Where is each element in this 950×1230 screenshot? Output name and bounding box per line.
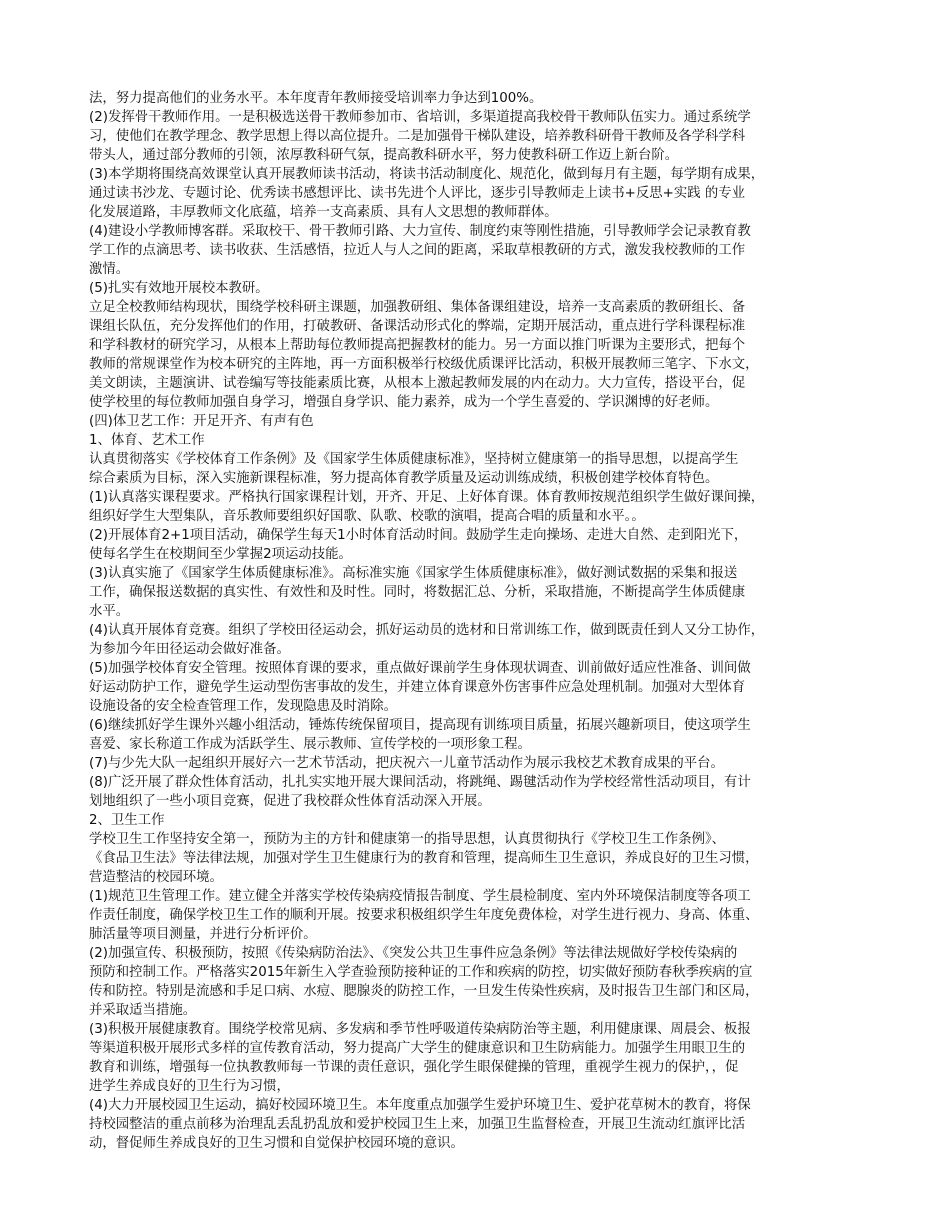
text-line: 习，使他们在教学理念、教学思想上得以高位提升。二是加强骨干梯队建设，培养教科研骨干教师及各学科学科 xyxy=(89,129,746,144)
text-line: 使每名学生在校期间至少掌握2项运动技能。 xyxy=(89,547,352,562)
text-line: 带头人，通过部分教师的引领，浓厚教科研气氛，提高教科研水平，努力使教科研工作迈上新台阶。 xyxy=(89,148,679,163)
text-line: 教师的常规课堂作为校本研究的主阵地，再一方面积极举行校级优质课评比活动，积极开展教师三笔字、下水文， xyxy=(89,357,759,372)
text-line: (4)建设小学教师博客群。采取校干、骨干教师引路、大力宣传、制度约束等刚性措施，引导教师学会记录教育教 xyxy=(89,224,751,239)
text-line: (5)扎实有效地开展校本教研。 xyxy=(89,281,269,296)
text-line: 课组长队伍，充分发挥他们的作用，打破教研、备课活动形式化的弊端，定期开展活动，重点进行学科课程标准 xyxy=(89,319,746,334)
text-line: (3)本学期将围绕高效课堂认真开展教师读书活动，将读书活动制度化、规范化，做到每月有主题，每学期有成果， xyxy=(89,167,765,182)
text-line: 认真贯彻落实《学校体育工作条例》及《国家学生体质健康标准》，坚持树立健康第一的指导思想，以提高学生 xyxy=(89,452,739,467)
text-line: 学校卫生工作坚持安全第一，预防为主的方针和健康第一的指导思想，认真贯彻执行《学校卫生工作条例》、 xyxy=(89,832,726,847)
text-line: 并采取适当措施。 xyxy=(89,1003,197,1018)
text-line: 预防和控制工作。严格落实2015年新生入学查验预防接种证的工作和疾病的防控，切实做好预防春秋季疾病的宣 xyxy=(89,965,753,980)
text-line: 和学科教材的研究学习，从根本上帮助每位教师提高把握教材的能力。另一方面以推门听课为主要形式，把每个 xyxy=(89,338,746,353)
text-line: (7)与少先大队一起组织开展好六一艺术节活动，把庆祝六一儿童节活动作为展示我校艺术教育成果的平台。 xyxy=(89,756,724,771)
text-line: 综合素质为目标，深入实施新课程标准，努力提高体育教学质量及运动训练成绩，积极创建学校体育特色。 xyxy=(89,471,719,486)
text-line: 动，督促师生养成良好的卫生习惯和自觉保护校园环境的意识。 xyxy=(89,1136,464,1151)
text-line: 进学生养成良好的卫生行为习惯， xyxy=(89,1079,290,1094)
text-line: (2)加强宣传、积极预防，按照《传染病防治法》、《突发公共卫生事件应急条例》等法律法规做好学校传染病的 xyxy=(89,946,738,961)
text-line: 立足全校教师结构现状，围绕学校科研主课题，加强教研组、集体备课组建设，培养一支高素质的教研组长、备 xyxy=(89,300,746,315)
text-line: 好运动防护工作，避免学生运动型伤害事故的发生，并建立体育课意外伤害事件应急处理机制。加强对大型体育 xyxy=(89,680,746,695)
text-line: 教育和训练，增强每一位执教教师每一节课的责任意识，强化学生眼保健操的管理，重视学生视力的保护，，促 xyxy=(89,1060,739,1075)
text-line: (3)认真实施了《国家学生体质健康标准》。高标准实施《国家学生体质健康标准》，做好测试数据的采集和报送 xyxy=(89,566,738,581)
text-line: 肺活量等项目测量，并进行分析评价。 xyxy=(89,927,317,942)
text-line: (4)大力开展校园卫生运动，搞好校园环境卫生。本年度重点加强学生爱护环境卫生、爱护花草树木的教育，将保 xyxy=(89,1098,751,1113)
text-line: 设施设备的安全检查管理工作，发现隐患及时消除。 xyxy=(89,699,397,714)
text-line: (四)体卫艺工作：开足开齐、有声有色 xyxy=(89,414,314,429)
text-line: 组织好学生大型集队，音乐教师要组织好国歌、队歌、校歌的演唱，提高合唱的质量和水平。。 xyxy=(89,509,645,524)
text-line: 作责任制度，确保学校卫生工作的顺利开展。按要求积极组织学生年度免费体检，对学生进行视力、身高、体重、 xyxy=(89,908,759,923)
text-line: 喜爱、家长称道工作成为活跃学生、展示教师、宣传学校的一项形象工程。 xyxy=(89,737,531,752)
text-line: 2、卫生工作 xyxy=(89,813,165,828)
text-line: (8)广泛开展了群众性体育活动，扎扎实实地开展大课间活动，将跳绳、踢毽活动作为学校经常性活动项目，有计 xyxy=(89,775,751,790)
text-line: 工作，确保报送数据的真实性、有效性和及时性。同时，将数据汇总、分析，采取措施，不断提高学生体质健康 xyxy=(89,585,746,600)
text-line: 学工作的点滴思考、读书收获、生活感悟，拉近人与人之间的距离，采取草根教研的方式，激发我校教师的工作 xyxy=(89,243,746,258)
text-line: 美文朗读，主题演讲、试卷编写等技能素质比赛，从根本上激起教师发展的内在动力。大力宣传，搭设平台，促 xyxy=(89,376,746,391)
text-line: 持校园整洁的重点前移为治理乱丢乱扔乱放和爱护校园卫生上来，加强卫生监督检查，开展卫生流动红旗评比活 xyxy=(89,1117,746,1132)
text-line: 通过读书沙龙、专题讨论、优秀读书感想评比、读书先进个人评比，逐步引导教师走上读书+反思+实践 的专业 xyxy=(89,186,746,201)
text-line: (4)认真开展体育竞赛。组织了学校田径运动会，抓好运动员的选材和日常训练工作，做到既责任到人又分工协作， xyxy=(89,623,765,638)
text-line: (5)加强学校体育安全管理。按照体育课的要求，重点做好课前学生身体现状调查、训前做好适应性准备、训间做 xyxy=(89,661,751,676)
text-line: 1、体育、艺术工作 xyxy=(89,433,205,448)
text-line: 划地组织了一些小项目竞赛，促进了我校群众性体育活动深入开展。 xyxy=(89,794,491,809)
text-line: 激情。 xyxy=(89,262,130,277)
text-line: 法，努力提高他们的业务水平。本年度青年教师接受培训率力争达到100%。 xyxy=(89,91,543,106)
text-line: 水平。 xyxy=(89,604,130,619)
text-line: 传和防控。特别是流感和手足口病、水痘、腮腺炎的防控工作，一旦发生传染性疾病，及时报告卫生部门和区局， xyxy=(89,984,759,999)
text-line: 化发展道路，丰厚教师文化底蕴，培养一支高素质、具有人文思想的教师群体。 xyxy=(89,205,558,220)
text-line: 使学校里的每位教师加强自身学习，增强自身学识、能力素养，成为一个学生喜爱的、学识渊博的好老师。 xyxy=(89,395,719,410)
text-line: 营造整洁的校园环境。 xyxy=(89,870,223,885)
text-line: (1)认真落实课程要求。严格执行国家课程计划，开齐、开足、上好体育课。体育教师按规范组织学生做好课间操， xyxy=(89,490,765,505)
text-line: (3)积极开展健康教育。围绕学校常见病、多发病和季节性呼吸道传染病防治等主题，利用健康课、周晨会、板报 xyxy=(89,1022,751,1037)
text-line: 等渠道积极开展形式多样的宣传教育活动，努力提高广大学生的健康意识和卫生防病能力。加强学生用眼卫生的 xyxy=(89,1041,746,1056)
text-line: (2)开展体育2+1项目活动，确保学生每天1小时体育活动时间。鼓励学生走向操场、走进大自然、走到阳光下， xyxy=(89,528,748,543)
document-body xyxy=(89,89,880,1153)
text-line: (2)发挥骨干教师作用。一是积极选送骨干教师参加市、省培训，多渠道提高我校骨干教师队伍实力。通过系统学 xyxy=(89,110,751,125)
text-line: 为参加今年田径运动会做好准备。 xyxy=(89,642,290,657)
text-line: (6)继续抓好学生课外兴趣小组活动，锤炼传统保留项目，提高现有训练项目质量，拓展兴趣新项目，使这项学生 xyxy=(89,718,751,733)
text-line: (1)规范卫生管理工作。建立健全并落实学校传染病疫情报告制度、学生晨检制度、室内外环境保洁制度等各项工 xyxy=(89,889,751,904)
text-line: 《食品卫生法》等法律法规，加强对学生卫生健康行为的教育和管理，提高师生卫生意识，养成良好的卫生习惯， xyxy=(89,851,759,866)
